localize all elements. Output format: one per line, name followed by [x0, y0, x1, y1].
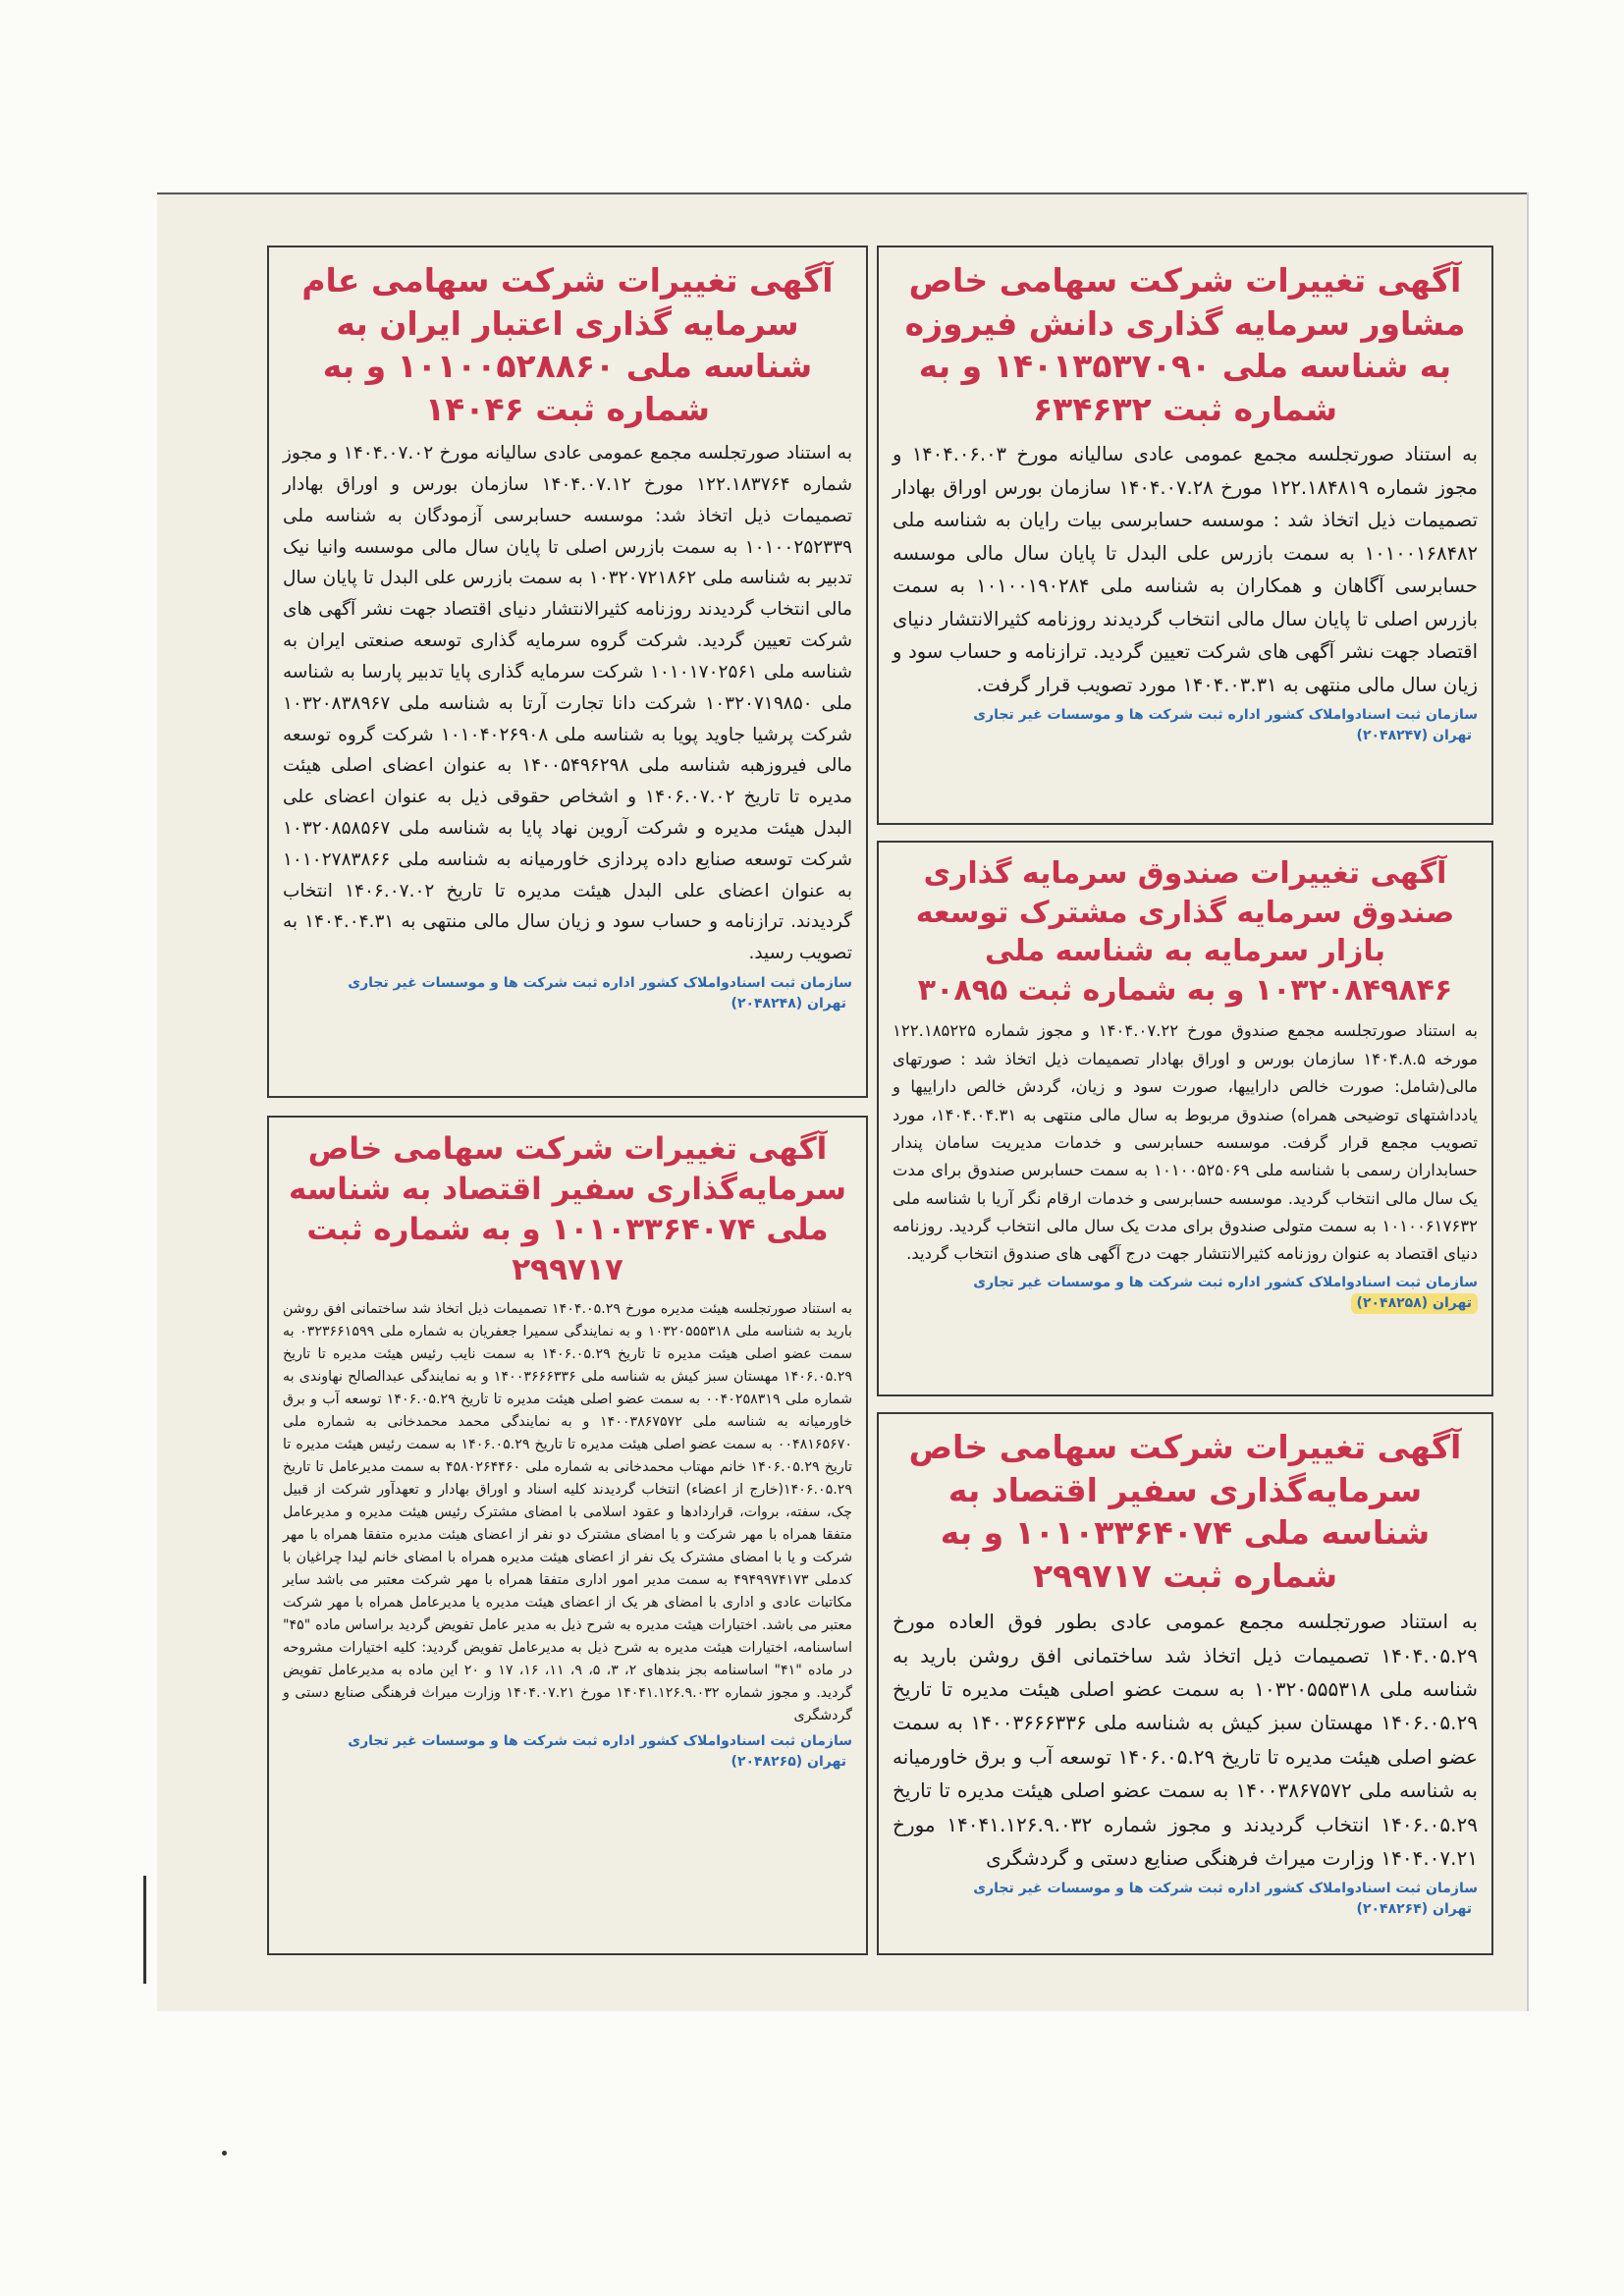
notice-footer [283, 973, 852, 1014]
notice-footer [893, 705, 1478, 746]
registry-ref: تهران (۲۰۴۸۲۶۴) [1356, 1901, 1472, 1918]
notice-title: آگهی تغییرات صندوق سرمایه گذاری صندوق سرمایه گذاری مشترک توسعه بازار سرمایه به شناسه ملی ۱۰۳۲۰۸۴۹۸۴۶ و به شماره ثبت ۳۰۸۹۵ [915, 856, 1455, 1008]
notice-title: آگهی تغییرات شرکت سهامی عام سرمایه گذاری اعتبار ایران به شناسه ملی ۱۰۱۰۰۵۲۸۸۶۰ و به شماره ثبت ۱۴۰۴۶ [301, 261, 834, 428]
registry-name: سازمان ثبت اسنادواملاک کشور اداره ثبت شرکت ها و موسسات غیر تجاری [348, 1732, 852, 1749]
registry-name: سازمان ثبت اسنادواملاک کشور اداره ثبت شرکت ها و موسسات غیر تجاری [973, 1881, 1478, 1897]
margin-mark [143, 1876, 146, 1984]
margin-dot [222, 2151, 227, 2156]
registry-ref: تهران (۲۰۴۸۲۴۷) [1356, 728, 1472, 744]
notice-body: به استناد صورتجلسه هیئت مدیره مورخ ۱۴۰۴.۰۵.۲۹ تصمیمات ذیل اتخاذ شد ساختمانی افق روشن بارید به شناسه ملی ۱۰۳۲۰۵۵۵۳۱۸ و به نمایندگی سمیرا جعفریان به شماره ملی ۰۳۲۳۶۶۱۵۹۹ به سمت عضو اصلی هیئت مدیره تا تاریخ ۱۴۰۶.۰۵.۲۹ به سمت نایب رئیس هیئت مدیره تا تاریخ ۱۴۰۶.۰۵.۲۹ مهستان سبز کیش به شناسه ملی ۱۴۰۰۳۶۶۶۳۳۶ و به نمایندگی عبدالصالح نهاوندی به شماره ملی ۰۰۴۰۲۵۸۳۱۹ به سمت عضو اصلی هیئت مدیره تا تاریخ ۱۴۰۶.۰۵.۲۹ توسعه آب و برق خاورمیانه به شناسه ملی ۱۴۰۰۳۸۶۷۵۷۲ و به نمایندگی محمد محمدخانی به شماره ملی ۰۰۴۸۱۶۵۶۷۰ به سمت عضو اصلی هیئت مدیره تا تاریخ ۱۴۰۶.۰۵.۲۹ به سمت رئیس هیئت مدیره تا تاریخ ۱۴۰۶.۰۵.۲۹ خانم مهتاب محمدخانی به شماره ملی ۴۵۸۰۲۶۴۴۶۰ به سمت مدیرعامل تا تاریخ ۱۴۰۶.۰۵.۲۹(خارج از اعضاء) انتخاب گردیدند کلیه اسناد و اوراق بهادار و تعهدآور شرکت از قبیل چک، سفته، بروات، قراردادها و عقود اسلامی با امضای مشترک رئیس هیئت مدیره و مدیرعامل متفقا همراه با مهر شرکت و با امضای مشترک دو نفر از اعضای هیئت مدیره متفقا همراه با مهر شرکت و یا با امضای مشترک یک نفر از اعضای هیئت مدیره همراه با امضای خانم لیدا چراغیان با کدملی ۴۹۴۹۹۷۴۱۷۳ به سمت مدیر امور اداری متفقا همراه با مهر شرکت معتبر می باشد سایر مکاتبات عادی و اداری با امضای هر یک از اعضای هیئت مدیره یا مدیرعامل همراه با مهر شرکت معتبر می باشد. اختیارات هیئت مدیره به شرح ذیل به مدیر عامل تفویض گردید براساس ماده "۴۵" اساسنامه، اختیارات هیئت مدیره به شرح ذیل به مدیرعامل تفویض گردید: کلیه اختیارات مشروحه در ماده "۴۱" اساسنامه بجز بندهای ۲، ۳، ۵، ۹، ۱۱، ۱۶، ۱۷ و ۲۰ این ماده به مدیرعامل تفویض گردید. و مجوز شماره ۱۴۰۴۱.۱۲۶.۹.۰۳۲ مورخ ۱۴۰۴.۰۷.۲۱ وزارت میراث فرهنگی صنایع دستی و گردشگری [283, 1300, 853, 1723]
notice-footer [283, 1731, 852, 1773]
notice-body: به استناد صورتجلسه مجمع عمومی عادی سالیانه مورخ ۱۴۰۴.۰۷.۰۲ و مجوز شماره ۱۲۲.۱۸۳۷۶۴ مورخ ۱۴۰۴.۰۷.۱۲ سازمان بورس و اوراق بهادار تصمیمات ذیل اتخاذ شد: موسسه حسابرسی آزمودگان به شناسه ملی ۱۰۱۰۰۲۵۲۳۳۹ به سمت بازرس اصلی تا پایان سال مالی موسسه وانیا نیک تدبیر به شناسه ملی ۱۰۳۲۰۷۲۱۸۶۲ به سمت بازرس علی البدل تا پایان سال مالی انتخاب گردیدند روزنامه کثیرالانتشار دنیای اقتصاد جهت نشر آگهی های شرکت تعیین گردید. شرکت گروه سرمایه گذاری توسعه صنعتی ایران به شناسه ملی ۱۰۱۰۱۷۰۲۵۶۱ شرکت سرمایه گذاری پایا تدبیر پارسا به شناسه ملی ۱۰۳۲۰۷۱۹۸۵۰ شرکت دانا تجارت آرتا به شناسه ملی ۱۰۳۲۰۸۳۸۹۶۷ شرکت پرشیا جاوید پویا به شناسه ملی ۱۰۱۰۴۰۲۶۹۰۸ شرکت گروه توسعه مالی فیروزهبه شناسه ملی ۱۴۰۰۵۴۹۶۲۹۸ به عنوان اعضای اصلی هیئت مدیره تا تاریخ ۱۴۰۶.۰۷.۰۲ و اشخاص حقوقی ذیل به عنوان اعضای علی البدل هیئت مدیره و شرکت آروین نهاد پایا به شناسه ملی ۱۰۳۲۰۸۵۸۵۶۷ شرکت توسعه صنایع داده پردازی خاورمیانه به شناسه ملی ۱۰۱۰۲۷۸۳۸۶۶ به عنوان اعضای علی البدل هیئت مدیره تا تاریخ ۱۴۰۶.۰۷.۰۲ انتخاب گردیدند. ترازنامه و حساب سود و زیان سال مالی منتهی به ۱۴۰۴.۰۴.۳۱ به تصویب رسید. [283, 443, 853, 964]
registry-ref: تهران (۲۰۴۸۲۴۸) [731, 996, 846, 1011]
notice-title: آگهی تغییرات شرکت سهامی خاص مشاور سرمایه گذاری دانش فیروزه به شناسه ملی ۱۴۰۱۳۵۳۷۰۹۰ و به شماره ثبت ۶۳۴۶۳۲ [904, 261, 1466, 428]
notice-safir-board [267, 1116, 868, 1955]
registry-ref: تهران (۲۰۴۸۲۵۸) [1351, 1293, 1478, 1314]
notice-etebar-iran [267, 246, 868, 1098]
registry-name: سازمان ثبت اسنادواملاک کشور اداره ثبت شرکت ها و موسسات غیر تجاری [348, 975, 852, 991]
notice-fund [877, 841, 1493, 1396]
notice-body: به استناد صورتجلسه مجمع عمومی عادی سالیانه مورخ ۱۴۰۴.۰۶.۰۳ و مجوز شماره ۱۲۲.۱۸۴۸۱۹ مورخ ۱۴۰۴.۰۷.۲۸ سازمان بورس اوراق بهادار تصمیمات ذیل اتخاذ شد : موسسه حسابرسی بیات رایان به شناسه ملی ۱۰۱۰۰۱۶۸۴۸۲ به سمت بازرس علی البدل تا پایان سال مالی موسسه حسابرسی آگاهان و همکاران به شناسه ملی ۱۰۱۰۰۱۹۰۲۸۴ به سمت بازرس اصلی تا پایان سال مالی انتخاب گردیدند روزنامه کثیرالانتشار دنیای اقتصاد جهت نشر آگهی های شرکت تعیین گردید. ترازنامه و حساب سود و زیان سال مالی منتهی به ۱۴۰۴.۰۳.۳۱ مورد تصویب قرار گرفت. [893, 443, 1479, 696]
notice-firouzeh [877, 246, 1493, 825]
notice-title: آگهی تغییرات شرکت سهامی خاص سرمایه‌گذاری سفیر اقتصاد به شناسه ملی ۱۰۱۰۳۳۶۴۰۷۴ و به شماره ثبت ۲۹۹۷۱۷ [289, 1131, 846, 1287]
registry-name: سازمان ثبت اسنادواملاک کشور اداره ثبت شرکت ها و موسسات غیر تجاری [973, 707, 1478, 724]
registry-name: سازمان ثبت اسنادواملاک کشور اداره ثبت شرکت ها و موسسات غیر تجاری [973, 1274, 1478, 1290]
registry-ref: تهران (۲۰۴۸۲۶۵) [731, 1753, 846, 1770]
notice-footer [893, 1879, 1478, 1920]
notice-title: آگهی تغییرات شرکت سهامی خاص سرمایه‌گذاری سفیر اقتصاد به شناسه ملی ۱۰۱۰۳۳۶۴۰۷۴ و به شماره ثبت ۲۹۹۷۱۷ [908, 1428, 1462, 1595]
notice-footer [893, 1273, 1478, 1314]
notice-body: به استناد صورتجلسه مجمع عمومی عادی بطور فوق العاده مورخ ۱۴۰۴.۰۵.۲۹ تصمیمات ذیل اتخاذ شد ساختمانی افق روشن بارید به شناسه ملی ۱۰۳۲۰۵۵۵۳۱۸ به سمت عضو اصلی هیئت مدیره تا تاریخ ۱۴۰۶.۰۵.۲۹ مهستان سبز کیش به شناسه ملی ۱۴۰۰۳۶۶۶۳۳۶ به سمت عضو اصلی هیئت مدیره تا تاریخ ۱۴۰۶.۰۵.۲۹ توسعه آب و برق خاورمیانه به شناسه ملی ۱۴۰۰۳۸۶۷۵۷۲ به سمت عضو اصلی هیئت مدیره تا تاریخ ۱۴۰۶.۰۵.۲۹ انتخاب گردیدند و مجوز شماره ۱۴۰۴۱.۱۲۶.۹.۰۳۲ مورخ ۱۴۰۴.۰۷.۲۱ وزارت میراث فرهنگی صنایع دستی و گردشگری [893, 1610, 1479, 1870]
notice-safir-assembly [877, 1412, 1493, 1955]
notice-body: به استناد صورتجلسه مجمع صندوق مورخ ۱۴۰۴.۰۷.۲۲ و مجوز شماره ۱۲۲.۱۸۵۲۲۵ مورخه ۱۴۰۴.۸.۵ سازمان بورس و اوراق بهادار تصمیمات ذیل اتخاذ شد : صورتهای مالی(شامل: صورت خالص داراییها، صورت سود و زیان، گردش خالص داراییها و یادداشتهای توضیحی همراه) صندوق مربوط به سال مالی منتهی به ۱۴۰۴.۰۴.۳۱، مورد تصویب مجمع قرار گرفت. موسسه حسابرسی و خدمات مدیریت سامان پندار حسابداران رسمی با شناسه ملی ۱۰۱۰۰۵۲۵۰۶۹ به سمت حسابرس صندوق برای مدت یک سال مالی انتخاب گردید. موسسه حسابرسی و خدمات ارقام نگر آریا با شناسه ملی ۱۰۱۰۰۶۱۷۶۳۲ به سمت متولی صندوق برای مدت یک سال مالی انتخاب گردید. روزنامه دنیای اقتصاد به عنوان روزنامه کثیرالانتشار جهت درج آگهی های صندوق انتخاب گردید. [893, 1021, 1479, 1264]
